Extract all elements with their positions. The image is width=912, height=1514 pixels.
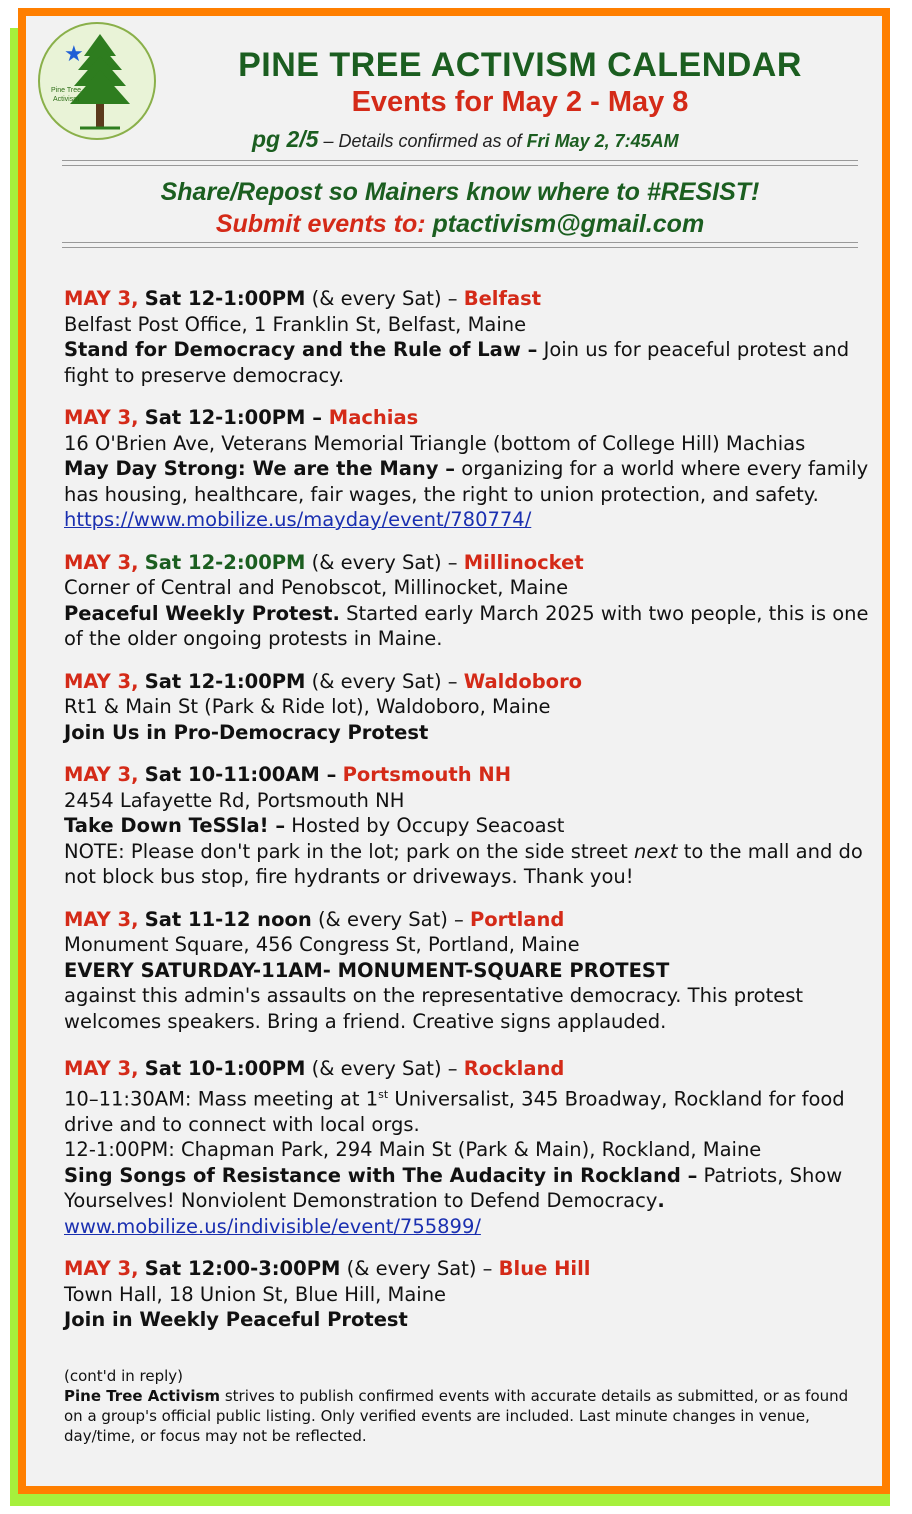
- event-recurrence: (& every Sat) –: [305, 550, 464, 574]
- details-label: Details confirmed as of: [338, 131, 527, 151]
- event-date: MAY 3,: [64, 406, 139, 429]
- event-time: Sat 10-11:00AM –: [144, 763, 337, 786]
- event-date: MAY 3,: [64, 763, 139, 786]
- event-address-text: Universalist, 345 Broadway, Rockland for food drive and to connect with local orgs.: [64, 1087, 845, 1136]
- event-title: Join Us in Pro-Democracy Protest: [64, 720, 429, 744]
- event-city: Waldoboro: [463, 669, 583, 693]
- event-date: MAY 3,: [64, 287, 139, 310]
- event-date: MAY 3,: [64, 907, 139, 931]
- logo-text: Pine Tree Activism: [51, 87, 81, 103]
- event-city: Rockland: [463, 1057, 565, 1080]
- event-title: EVERY SATURDAY-11AM- MONUMENT-SQUARE PROTEST: [64, 958, 670, 982]
- submit-line: [40, 210, 880, 239]
- event-address: Monument Square, 456 Congress St, Portland, Maine: [64, 933, 580, 956]
- event-city: Machias: [328, 406, 419, 429]
- event-recurrence: (& every Sat) –: [305, 1057, 464, 1080]
- event-title: Stand for Democracy and the Rule of Law –: [64, 338, 538, 361]
- event-item: [64, 286, 884, 388]
- event-date: MAY 3,: [64, 1257, 139, 1280]
- event-time: Sat 12-1:00PM: [144, 287, 306, 310]
- event-address: Belfast Post Office, 1 Franklin St, Belfast, Maine: [64, 312, 527, 336]
- page-title: PINE TREE ACTIVISM CALENDAR: [238, 46, 802, 84]
- event-date: MAY 3,: [64, 550, 139, 574]
- event-description: Hosted by Occupy Seacoast: [285, 814, 565, 837]
- event-address: Rt1 & Main St (Park & Ride lot), Waldoboro, Maine: [64, 695, 551, 718]
- page-info: [252, 126, 892, 153]
- event-time: Sat 12:00-3:00PM: [144, 1257, 341, 1280]
- event-recurrence: (& every Sat) –: [340, 1257, 499, 1280]
- event-recurrence: –: [305, 406, 329, 429]
- continued-note: (cont'd in reply): [64, 1367, 184, 1385]
- event-description: against this admin's assaults on the representative democracy. This protest welcomes speakers. Bring a friend. Creative signs applauded.: [64, 984, 804, 1033]
- confirmed-time: Fri May 2, 7:45AM: [526, 131, 679, 151]
- event-address-text: 10–11:30AM: Mass meeting at 1: [64, 1087, 379, 1110]
- share-line: Share/Repost so Mainers know where to #RESIST!: [160, 178, 760, 206]
- event-item: [64, 1056, 884, 1239]
- event-item: [64, 907, 884, 1035]
- org-name: Pine Tree Activism: [64, 1387, 221, 1405]
- event-address: 2454 Lafayette Rd, Portsmouth NH: [64, 788, 405, 812]
- event-title: May Day Strong: We are the Many –: [64, 457, 456, 480]
- event-period: .: [657, 1189, 665, 1212]
- event-time: Sat 11-12 noon: [144, 907, 312, 931]
- event-list: [64, 286, 884, 1350]
- event-note: [64, 839, 884, 890]
- event-note-text: NOTE: Please don't park in the lot; park on the side street: [64, 839, 634, 863]
- event-date: MAY 3,: [64, 669, 139, 693]
- pine-tree-icon: [40, 24, 156, 140]
- event-note-emphasis: next: [633, 839, 678, 863]
- event-address: [64, 1082, 884, 1138]
- divider: [62, 242, 858, 248]
- event-title: Join in Weekly Peaceful Protest: [64, 1308, 408, 1331]
- event-description: Started early March 2025 with two people, this is one of the older ongoing protests in Maine.: [64, 601, 869, 650]
- event-description: Patriots, Show Yourselves! Nonviolent Demonstration to Defend Democracy: [64, 1163, 843, 1212]
- event-address: 16 O'Brien Ave, Veterans Memorial Triangle (bottom of College Hill) Machias: [64, 431, 806, 455]
- event-date: MAY 3,: [64, 1057, 139, 1080]
- pine-tree-logo: [38, 22, 156, 140]
- event-title: Take Down TeSSla! –: [64, 814, 286, 837]
- disclaimer: [64, 1386, 864, 1446]
- event-address: Corner of Central and Penobscot, Millinocket, Maine: [64, 576, 569, 599]
- event-time: Sat 12-2:00PM: [144, 550, 306, 574]
- page-number: pg 2/5: [252, 126, 319, 152]
- event-description: organizing for a world where every family has housing, healthcare, fair wages, the right to union protection, and safety.: [64, 457, 869, 506]
- event-recurrence: (& every Sat) –: [311, 907, 470, 931]
- event-recurrence: (& every Sat) –: [305, 669, 464, 693]
- event-item: [64, 550, 884, 652]
- event-address: Town Hall, 18 Union St, Blue Hill, Maine: [64, 1282, 447, 1306]
- event-item: [64, 762, 884, 890]
- star-icon: ★: [64, 42, 84, 67]
- event-address-sup: st: [378, 1087, 389, 1101]
- event-link[interactable]: www.mobilize.us/indivisible/event/755899/: [64, 1214, 481, 1238]
- event-address-2: 12-1:00PM: Chapman Park, 294 Main St (Park & Main), Rockland, Maine: [64, 1138, 762, 1161]
- event-time: Sat 10-1:00PM: [144, 1057, 306, 1080]
- event-city: Portland: [469, 907, 565, 931]
- event-city: Millinocket: [463, 550, 584, 574]
- event-title: Peaceful Weekly Protest.: [64, 601, 340, 625]
- page-subtitle: Events for May 2 - May 8: [351, 86, 689, 118]
- event-city: Belfast: [463, 287, 542, 310]
- event-time: Sat 12-1:00PM: [144, 669, 306, 693]
- event-city: Blue Hill: [498, 1257, 591, 1280]
- divider: [62, 160, 858, 166]
- submit-label: Submit events to:: [215, 210, 433, 238]
- page-dash: –: [318, 131, 339, 151]
- event-note-text: to the mall and do not block bus stop, fire hydrants or driveways. Thank you!: [64, 839, 863, 888]
- event-title: Sing Songs of Resistance with The Audacity in Rockland –: [64, 1163, 698, 1187]
- event-item: [64, 1256, 884, 1333]
- submit-email[interactable]: ptactivism@gmail.com: [432, 210, 705, 238]
- footer: [64, 1366, 864, 1446]
- event-time: Sat 12-1:00PM: [144, 406, 306, 429]
- event-item: [64, 405, 884, 533]
- event-recurrence: (& every Sat) –: [305, 287, 464, 310]
- event-city: Portsmouth NH: [342, 763, 512, 786]
- event-description: Join us for peaceful protest and fight to preserve democracy.: [64, 338, 850, 387]
- event-item: [64, 669, 884, 746]
- event-link[interactable]: https://www.mobilize.us/mayday/event/780774/: [64, 508, 532, 531]
- disclaimer-text: strives to publish confirmed events with accurate details as submitted, or as found on a group's official public listing. Only verified events are included. Last minute changes in venue, day/time, or focus may not be reflected.: [64, 1387, 849, 1445]
